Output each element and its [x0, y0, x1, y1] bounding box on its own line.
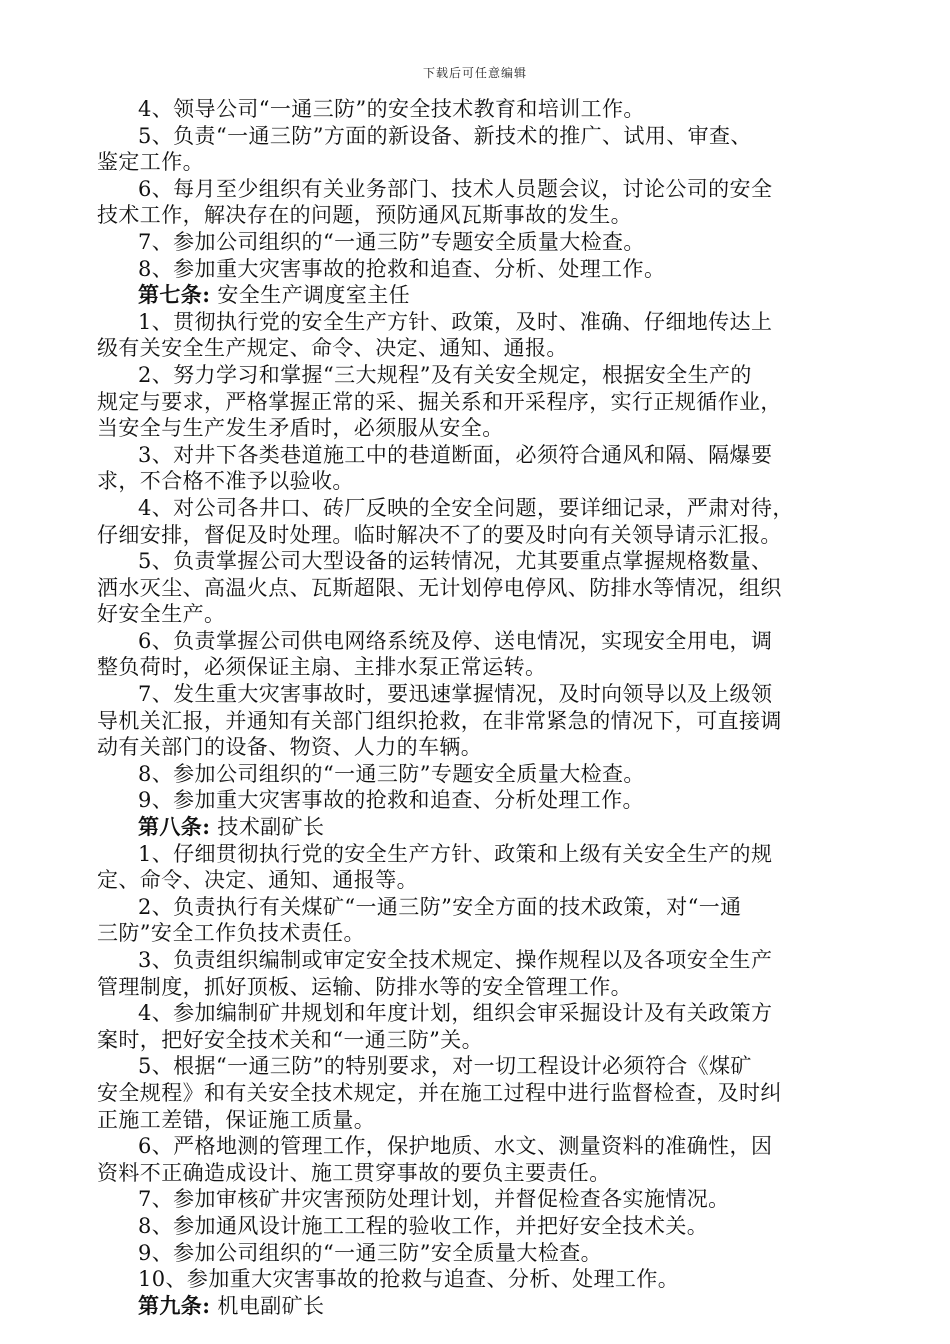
paragraph-line: 洒水灭尘、高温火点、瓦斯超限、无计划停电停风、防排水等情况，组织 — [97, 575, 782, 600]
paragraph-line: 7、参加审核矿井灾害预防处理计划，并督促检查各实施情况。 — [138, 1187, 730, 1212]
paragraph-line: 8、参加通风设计施工工程的验收工作，并把好安全技术关。 — [138, 1213, 709, 1238]
paragraph-line: 5、根据“一通三防”的特别要求，对一切工程设计必须符合《煤矿 — [138, 1054, 752, 1079]
section-heading-line — [97, 282, 862, 309]
paragraph-line: 1、仔细贯彻执行党的安全生产方针、政策和上级有关安全生产的规 — [138, 841, 773, 866]
paragraph-line: 6、负责掌握公司供电网络系统及停、送电情况，实现安全用电，调 — [138, 628, 773, 653]
section-heading-line — [97, 814, 862, 841]
paragraph-line: 7、参加公司组织的“一通三防”专题安全质量大检查。 — [138, 229, 645, 254]
paragraph-line: 技术工作，解决存在的问题，预防通风瓦斯事故的发生。 — [97, 203, 632, 228]
section-heading-label: 第七条: — [138, 282, 211, 308]
paragraph-line: 级有关安全生产规定、命令、决定、通知、通报。 — [97, 336, 568, 361]
paragraph-line: 动有关部门的设备、物资、人力的车辆。 — [97, 735, 483, 760]
paragraph-line: 7、发生重大灾害事故时，要迅速掌握情况，及时向领导以及上级领 — [138, 682, 773, 707]
paragraph-line: 4、对公司各井口、砖厂反映的全安全问题，要详细记录，严肃对待， — [138, 495, 794, 520]
paragraph-line: 4、参加编制矿井规划和年度计划，组织会审采掘设计及有关政策方 — [138, 1001, 773, 1026]
paragraph-line: 鉴定工作。 — [97, 150, 204, 175]
paragraph-line: 正施工差错，保证施工质量。 — [97, 1107, 376, 1132]
paragraph-line: 8、参加公司组织的“一通三防”专题安全质量大检查。 — [138, 761, 645, 786]
section-heading-line — [97, 1293, 862, 1320]
paragraph-line: 2、努力学习和掌握“三大规程”及有关安全规定，根据安全生产的 — [138, 362, 752, 387]
paragraph-line: 管理制度，抓好顶板、运输、防排水等的安全管理工作。 — [97, 974, 632, 999]
paragraph-line: 定、命令、决定、通知、通报等。 — [97, 868, 418, 893]
paragraph-line: 2、负责执行有关煤矿“一通三防”安全方面的技术政策，对“一通 — [138, 894, 742, 919]
paragraph-line: 6、每月至少组织有关业务部门、技术人员题会议，讨论公司的安全 — [138, 176, 773, 201]
paragraph-line: 资料不正确造成设计、施工贯穿事故的要负主要责任。 — [97, 1160, 611, 1185]
paragraph-line: 9、参加重大灾害事故的抢救和追查、分析处理工作。 — [138, 788, 644, 813]
section-heading-title: 机电副矿长 — [210, 1293, 325, 1318]
paragraph-line: 仔细安排，督促及时处理。临时解决不了的要及时向有关领导请示汇报。 — [97, 522, 782, 547]
paragraph-line: 3、对井下各类巷道施工中的巷道断面，必须符合通风和隔、隔爆要 — [138, 442, 773, 467]
paragraph-line: 规定与要求，严格掌握正常的采、掘关系和开采程序，实行正规循作业， — [97, 389, 782, 414]
paragraph-line: 好安全生产。 — [97, 602, 226, 627]
paragraph-line: 1、贯彻执行党的安全生产方针、政策，及时、准确、仔细地传达上 — [138, 309, 773, 334]
paragraph-line: 求，不合格不准予以验收。 — [97, 469, 354, 494]
paragraph-line: 安全规程》和有关安全技术规定，并在施工过程中进行监督检查，及时纠 — [97, 1080, 782, 1105]
section-heading-title: 技术副矿长 — [210, 815, 325, 840]
paragraph-line: 3、负责组织编制或审定安全技术规定、操作规程以及各项安全生产 — [138, 948, 773, 972]
paragraph-line: 三防”安全工作负技术责任。 — [97, 921, 365, 946]
paragraph-line: 9、参加公司组织的“一通三防”安全质量大检查。 — [138, 1240, 603, 1265]
paragraph-line: 8、参加重大灾害事故的抢救和追查、分析、处理工作。 — [138, 256, 666, 281]
paragraph-line: 5、负责“一通三防”方面的新设备、新技术的推广、试用、审查、 — [138, 123, 752, 148]
paragraph-line: 案时，把好安全技术关和“一通三防”关。 — [97, 1027, 484, 1052]
paragraph-line: 6、严格地测的管理工作，保护地质、水文、测量资料的准确性，因 — [138, 1134, 773, 1159]
paragraph-line: 4、领导公司“一通三防”的安全技术教育和培训工作。 — [138, 97, 645, 121]
section-heading-title: 安全生产调度室主任 — [210, 283, 411, 308]
page-header-note: 下载后可任意编辑 — [422, 66, 527, 80]
paragraph-line: 当安全与生产发生矛盾时，必须服从安全。 — [97, 416, 504, 441]
paragraph-line: 导机关汇报，并通知有关部门组织抢救，在非常紧急的情况下，可直接调 — [97, 708, 782, 733]
section-heading-label: 第八条: — [138, 814, 211, 840]
document-body — [97, 96, 862, 1319]
section-heading-label: 第九条: — [138, 1292, 211, 1318]
paragraph-line: 整负荷时，必须保证主扇、主排水泵正常运转。 — [97, 655, 547, 680]
paragraph-line: 10、参加重大灾害事故的抢救与追查、分析、处理工作。 — [138, 1267, 680, 1292]
paragraph-line: 5、负责掌握公司大型设备的运转情况，尤其要重点掌握规格数量、 — [138, 549, 773, 574]
